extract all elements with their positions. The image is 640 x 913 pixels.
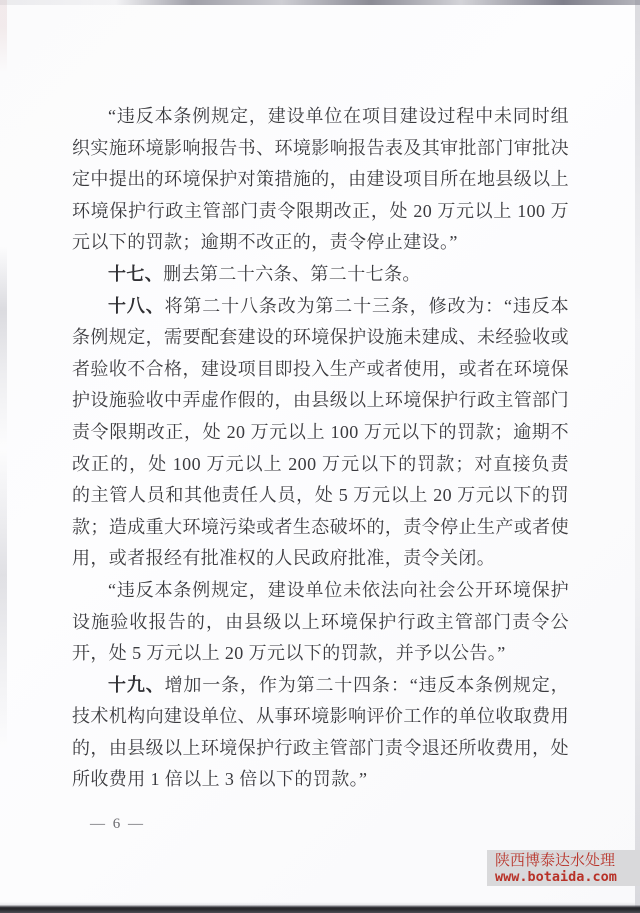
paragraph-text: 将第二十八条改为第二十三条，修改为：“违反本条例规定，需要配套建设的环境保护设施未建成、未经验收或者验收不合格，建设项目即投入生产或者使用，或者在环境保护设施验收中弄虚作假的，由县级以上环境保护行政主管部门责令限期改正，处 20 万元以上 100 万元以下的罚款；逾期不改正的，处 100 万元以上 200 万元以下的罚款；对直接负责的主管人员和其他责任人员，处 5 万元以上 20 万元以下的罚款；造成重大环境污染或者生态破坏的，责令停止生产或者使用，或者报经有批准权的人民政府批准，责令关闭。: [72, 295, 569, 569]
watermark-company-name: 陕西博泰达水处理: [495, 852, 616, 869]
paragraph-item-18: [72, 291, 569, 575]
paragraph-quoted-disclosure-penalty: [72, 575, 569, 670]
paragraph-text: 增加一条，作为第二十四条：“违反本条例规定，技术机构向建设单位、从事环境影响评价工作的单位收取费用的，由县级以上环境保护行政主管部门责令退还所收费用，处所收费用 1 倍以上 3 倍以下的罚款。”: [72, 674, 569, 790]
paragraph-text: 删去第二十六条、第二十七条。: [163, 263, 421, 284]
item-ordinal: 十九、: [108, 674, 165, 695]
paragraph-item-19: [72, 670, 569, 796]
scan-artifact-bottom-edge: [0, 902, 640, 913]
paragraph-quoted-penalty-construction: [72, 101, 569, 259]
scan-artifact-right-edge: [635, 0, 640, 913]
item-ordinal: 十七、: [108, 263, 164, 284]
scan-artifact-top-edge: [0, 0, 640, 5]
item-ordinal: 十八、: [108, 295, 165, 316]
paragraph-text: “违反本条例规定，建设单位在项目建设过程中未同时组织实施环境影响报告书、环境影响报告表及其审批部门审批决定中提出的环境保护对策措施的，由建设项目所在地县级以上环境保护行政主管部门责令限期改正，处 20 万元以上 100 万元以下的罚款；逾期不改正的，责令停止建设。”: [72, 106, 569, 253]
page-number: — 6 —: [90, 816, 145, 832]
scan-artifact-left-edge: [0, 0, 7, 913]
watermark-badge: [487, 850, 640, 886]
paragraph-text: “违反本条例规定，建设单位未依法向社会公开环境保护设施验收报告的，由县级以上环境保护行政主管部门责令公开，处 5 万元以上 20 万元以下的罚款，并予以公告。”: [72, 579, 569, 664]
watermark-url: www.botaida.com: [495, 869, 617, 885]
paragraph-item-17: [72, 259, 569, 291]
document-body-text: [72, 101, 569, 796]
